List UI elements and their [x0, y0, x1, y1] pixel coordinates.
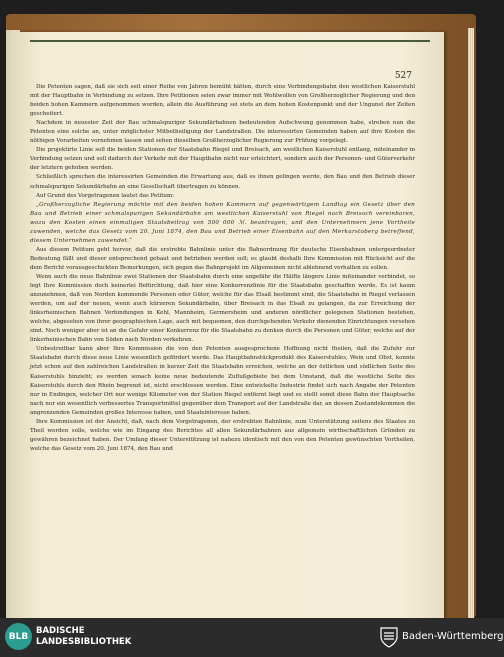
library-name-line2: LANDESBIBLIOTHEK	[36, 637, 132, 647]
paragraph: Ihre Kommission ist der Ansicht, daß, nach dem Vorgetragenen, der erstrebten Bahnlinie, zum Unterstützung seitens des Staates zu Theil werden solle, welche wie im Eingang des Berichtes all allen Sekundärbahnen aus allgemein wirthschaftlichen Gründen zu gewähren bezeichnet haben. Der Umfang dieser Unterstützung ist nahezu identisch mit den von den Petenten gewünschten Vortheilen, welche das Gesetz vom 20. Juni 1874, den Bau und	[30, 418, 415, 452]
paragraph: Aus diesem Petitum geht hervor, daß die erstrebte Bahnlinie unter die Bahnordnung für deutsche Eisenbahnen untergeordneter Bedeutung fällt und dieser entsprechend gebaut und betrieben werden soll; es glaubt deshalb Ihre Kommission mit Rücksicht auf die dem Bericht vorausgeschickten Bemerkungen, sich gegen das Bahnprojekt im Allgemeinen nicht ablehnend verhalten zu sollen.	[30, 246, 415, 271]
page-number: 527	[394, 71, 412, 81]
header-rule	[30, 40, 430, 42]
paragraph: Schließlich sprechen die interessirten Gemeinden die Erwartung aus, daß es ihnen gelingen werde, den Bau und den Betrieb dieser schmalspurigen Sekundärbahn an eine Gesellschaft übertragen zu können.	[30, 174, 415, 190]
paragraph: Wenn auch die neue Bahnlinie zwei Stationen der Staatsbahn durch eine ungefähr die Hälfte längere Linie miteinander verbindet, so legt Ihre Kommission doch keinerlei Befürchtung, daß hier eine Konkurrenzlinie für die Staatsbahn geschaffen werde. Es ist kaum anzunehmen, daß von Norden kommende Personen oder Güter, welche für das Elsaß bestimmt sind, die Staatsbahn in Riegel verlassen werden, um auf der neuen, wenn auch kürzeren Sekundärbahn, über Breisach in das Elsaß zu gelangen, da zur Erreichung der linksrheinischen Bahnen Verbindungen in Kehl, Mannheim, Germersheim und anderen nördlicher gelegenen Stationen bestehen, welche, abgesehen von ihrer geographischen Lage, auch mit bequemen, den durchgehenden Verkehr dienenden Einrichtungen versehen sind. Noch weniger aber ist an die Gefahr einer Konkurrenz für die Staatsbahn zu denken durch die Personen und Güter, welche auf der linksrheinischen Bahn von Süden nach Norden verkehren.	[30, 273, 415, 344]
paragraph: Nachdem in neuester Zeit der Bau schmalspuriger Sekundärbahnen bedeutenden Aufschwung genommen habe, streben nun die Petenten eine solche an, unter möglichster Mitbetheiligung der Landstraßen. Die interessirten Gemeinden haben auf ihre Kosten die nöthigen Vorarbeiten vornehmen lassen und sehen dieselben Großherzoglicher Regierung zur Prüfung vorgelegt.	[30, 120, 415, 145]
blb-logo[interactable]: BLB	[5, 623, 32, 650]
page-edges	[468, 28, 474, 618]
library-name[interactable]	[36, 626, 131, 648]
footer-bar	[0, 618, 504, 657]
paragraph: Auf Grund des Vorgetragenen lautet das Petitum:	[36, 192, 175, 199]
bw-coat-of-arms-icon	[379, 626, 399, 648]
paragraph: Die Petenten sagen, daß sie sich seit einer Reihe von Jahren bemüht hätten, durch eine Verbindungsbahn den westlichen Kaiserstuhl mit der Hauptbahn in Verbindung zu setzen. Ihre Petitionen seien zwar immer mit Wohlwollen von Großherzoglicher Regierung und den beiden hohen Kammern aufgenommen worden, allein die Ausführung sei stets an dem hohen Kostenpunkt und der Ungunst der Zeiten gescheitert.	[30, 84, 415, 118]
page-text	[30, 83, 415, 454]
petition-quote: „Großherzogliche Regierung möchte mit den beiden hohen Kammern auf gegenwärtigem Landtag ein Gesetz über den Bau und Betrieb einer schmalspurigen Sekundärbahn am westlichen Kaiserstuhl von Riegel nach Breisach vereinbaren, wozu den Kosten einen einmaligen Staatsbeitrag von 500 000 ℳ. beantragen, und den Unternehmern jene Vortheile zuwenden, welche das Gesetz vom 20. Juni 1874, den Bau und Betrieb einer Eisenbahn auf den Merkurstoberg betreffend, diesem Unternehmen zuwendet.“	[30, 201, 415, 244]
paragraph: Unbestreitbar kann aber Ihre Kommission die von den Petenten ausgesprochene Hoffnung nicht theilen, daß die Zufuhr zur Staatsbahn durch diese neue Linie wesentlich gefördert werde. Das Hauptbahnstückprodukt des Kaiserstuhles, Wein und Obst, konnte jetzt schon auf den zahlreichen Landstraßen in kurzer Zeit die Staatsbahn erreichen, welche an der östlichen und südlichen Seite des Kaiserstuhls hinzieht; es werden sonach keine neue bedeutende Zuflußgebiete bei dem Umstand, daß die westliche Seite des Kaiserstuhls durch den Rhein begrenzt ist, nicht erschlossen werden. Eine entwickelte Industrie findet sich nach Angabe der Petenten nur in Endingen, welcher Ort nur wenige Kilometer von der Station Riegel entfernt liegt und es stellt somit diese Bahn der Hauptsache nach nur ein wesentlich verbessertes Transportmittel gegenüber dem Transport auf der Landstraße dar, an dessen Zustandekommen die angrenzenden Gemeinden großes Interesse haben, und Staatsinteresse haben.	[30, 346, 415, 416]
partner-name[interactable]: Baden-Württemberg	[402, 631, 504, 642]
paragraph: Die projektirte Linie soll die beiden Stationen der Staatsbahn Riegel und Breisach, am westlichen Kaiserstuhl entlang, miteinander in Verbindung setzen und soll dadurch der Verkehr mit der Hauptbahn nicht nur erleichtert, sondern auch der Personen- und Güterverkehr der letztern gehoben werden.	[30, 147, 415, 172]
library-name-line1: BADISCHE	[36, 626, 85, 636]
